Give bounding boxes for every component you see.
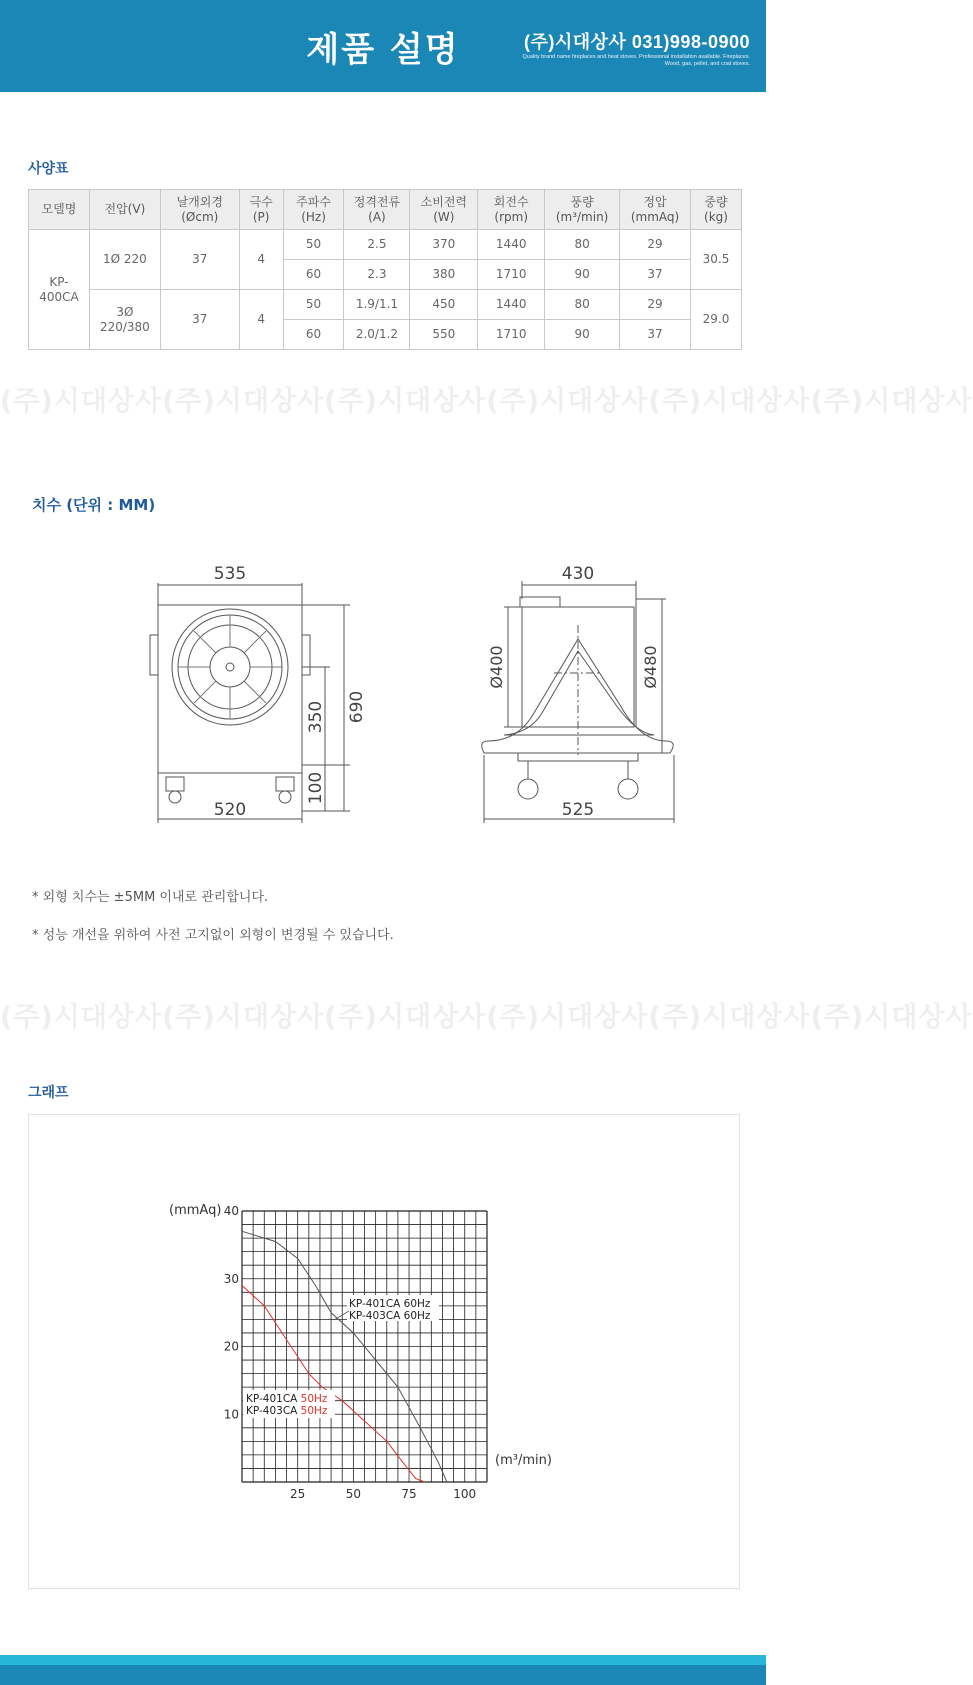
spec-cell: 3Ø 220/380	[89, 290, 160, 350]
spec-table	[28, 189, 742, 350]
spec-header-cell: 날개외경 (Øcm)	[160, 190, 239, 230]
spec-cell: 2.0/1.2	[344, 320, 410, 350]
spec-cell: 90	[545, 260, 620, 290]
spec-cell: 37	[620, 260, 691, 290]
spec-header-cell: 극수 (P)	[239, 190, 283, 230]
spec-cell: 37	[160, 290, 239, 350]
spec-cell: 4	[239, 230, 283, 290]
dimensions-section-title: 치수 (단위 : MM)	[32, 496, 156, 514]
spec-cell: 1440	[478, 290, 545, 320]
side-width-top: 430	[561, 564, 595, 584]
series-line-0	[242, 1231, 447, 1482]
spec-cell: 370	[410, 230, 478, 260]
spec-header-cell: 모델명	[29, 190, 90, 230]
x-tick-label: 50	[345, 1487, 362, 1501]
side-dia-inner: Ø400	[487, 645, 506, 689]
spec-cell: 29.0	[690, 290, 741, 350]
side-dia-outer: Ø480	[641, 645, 660, 689]
side-width-bottom: 525	[561, 800, 595, 820]
spec-cell: 2.5	[344, 230, 410, 260]
spec-cell: 4	[239, 290, 283, 350]
spec-cell: 29	[620, 290, 691, 320]
spec-header-cell: 회전수 (rpm)	[478, 190, 545, 230]
front-width-bottom: 520	[213, 800, 247, 820]
front-low: 100	[306, 771, 326, 805]
y-axis-label: (mmAq)	[169, 1203, 222, 1218]
legend-freq: 50Hz	[300, 1393, 328, 1405]
performance-chart	[29, 1115, 739, 1588]
spec-cell: 2.3	[344, 260, 410, 290]
side-view-drawing	[470, 555, 690, 835]
spec-header-row	[29, 190, 742, 230]
note-tolerance: * 외형 치수는 ±5MM 이내로 관리합니다.	[32, 890, 269, 905]
x-axis-label: (m³/min)	[495, 1453, 552, 1468]
spec-cell: 50	[283, 230, 344, 260]
legend-upper-label: KP-403CA 60Hz	[349, 1310, 431, 1322]
spec-cell: 450	[410, 290, 478, 320]
footer-bar	[0, 1665, 766, 1685]
legend-upper-label: KP-401CA 60Hz	[349, 1298, 431, 1310]
spec-header-cell: 중량 (kg)	[690, 190, 741, 230]
watermark-strip: (주)시대상사(주)시대상사(주)시대상사(주)시대상사(주)시대상사(주)시대상사	[0, 386, 973, 417]
y-tick-label: 20	[223, 1339, 239, 1354]
x-tick-label: 100	[453, 1487, 477, 1501]
front-width-top: 535	[213, 564, 247, 584]
header-banner	[0, 0, 766, 92]
spec-header-cell: 전압(V)	[89, 190, 160, 230]
spec-cell: 1.9/1.1	[344, 290, 410, 320]
spec-header-cell: 풍량 (m³/min)	[545, 190, 620, 230]
spec-cell: 80	[545, 290, 620, 320]
spec-row	[29, 290, 742, 320]
legend-lower-label	[246, 1393, 328, 1405]
spec-cell: 50	[283, 290, 344, 320]
graph-container	[28, 1114, 740, 1589]
spec-cell: 30.5	[690, 230, 741, 290]
spec-header-cell: 정압 (mmAq)	[620, 190, 691, 230]
note-change: * 성능 개선을 위하여 사전 고지없이 외형이 변경될 수 있습니다.	[32, 928, 394, 943]
company-contact: (주)시대상사 031)998-0900	[523, 32, 750, 52]
spec-cell: 550	[410, 320, 478, 350]
spec-cell: KP- 400CA	[29, 230, 90, 350]
spec-cell: 1710	[478, 260, 545, 290]
spec-cell: 60	[283, 320, 344, 350]
front-view-drawing	[140, 555, 370, 835]
spec-cell: 37	[620, 320, 691, 350]
graph-section-title: 그래프	[28, 1085, 69, 1101]
spec-cell: 1710	[478, 320, 545, 350]
legend-freq: 50Hz	[300, 1405, 328, 1417]
spec-header-cell: 정격전류 (A)	[344, 190, 410, 230]
spec-cell: 29	[620, 230, 691, 260]
front-mid: 350	[306, 700, 326, 734]
spec-cell: 37	[160, 230, 239, 290]
spec-cell: 60	[283, 260, 344, 290]
company-tagline: Quality brand name fireplaces and heat stoves. Professional installation available. Fireplaces. Wood, gas, pellet, and coal stoves.	[522, 54, 750, 67]
legend-model: KP-403CA	[246, 1405, 301, 1417]
spec-header-cell: 주파수 (Hz)	[283, 190, 344, 230]
footer-accent-bar	[0, 1655, 766, 1665]
y-tick-label: 10	[223, 1407, 239, 1422]
x-tick-label: 75	[401, 1487, 417, 1501]
spec-cell: 80	[545, 230, 620, 260]
spec-section-title: 사양표	[28, 161, 69, 177]
spec-cell: 380	[410, 260, 478, 290]
spec-header-cell: 소비전력 (W)	[410, 190, 478, 230]
spec-cell: 90	[545, 320, 620, 350]
watermark-strip-2: (주)시대상사(주)시대상사(주)시대상사(주)시대상사(주)시대상사(주)시대상사	[0, 1002, 973, 1033]
y-tick-label: 40	[223, 1204, 239, 1218]
spec-cell: 1440	[478, 230, 545, 260]
front-height: 690	[347, 690, 367, 724]
page-title: 제품 설명	[306, 30, 460, 70]
x-tick-label: 25	[290, 1487, 306, 1501]
y-tick-label: 30	[223, 1271, 239, 1286]
legend-upper-pointer	[334, 1311, 349, 1320]
spec-row	[29, 230, 742, 260]
spec-cell: 1Ø 220	[89, 230, 160, 290]
legend-lower-label	[246, 1405, 328, 1417]
legend-model: KP-401CA	[246, 1393, 301, 1405]
